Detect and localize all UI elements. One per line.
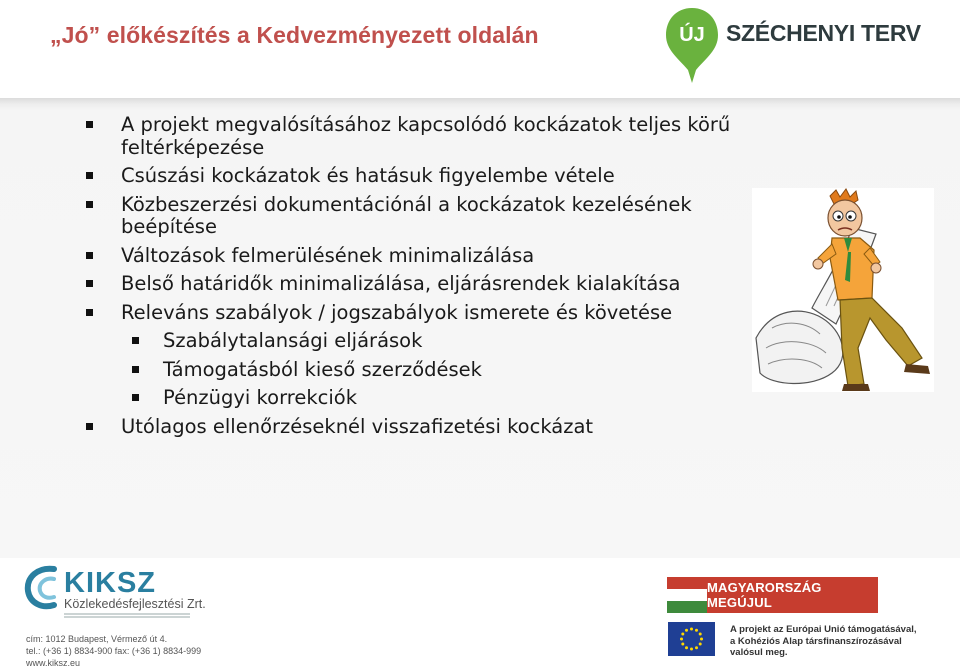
hungary-banner — [667, 577, 878, 613]
kiksz-logo-subtitle: Közlekedésfejlesztési Zrt. — [64, 597, 206, 611]
bullet-item: Közbeszerzési dokumentációnál a kockázatok kezelésének beépítése — [0, 194, 740, 239]
eu-flag-icon — [668, 622, 715, 656]
sub-bullet-item: Pénzügyi korrekciók — [0, 387, 740, 410]
bullet-item: Belső határidők minimalizálása, eljárásrendek kialakítása — [0, 273, 740, 296]
bullet-item: Utólagos ellenőrzéseknél visszafizetési kockázat — [0, 416, 740, 439]
bullet-item: Releváns szabályok / jogszabályok ismerete és követése — [0, 302, 740, 325]
kiksz-logo-name: KIKSZ — [64, 567, 156, 599]
szechenyi-terv-logo — [664, 6, 924, 86]
hungary-slogan: MAGYARORSZÁG MEGÚJUL — [707, 577, 878, 613]
kiksz-divider — [64, 613, 194, 619]
contact-web[interactable]: www.kiksz.eu — [26, 658, 81, 668]
man-reading-long-scroll-icon — [752, 188, 934, 392]
bullet-item: Csúszási kockázatok és hatásuk figyelembe vétele — [0, 165, 740, 188]
eu-support-line: valósul meg. — [730, 647, 788, 658]
sub-bullet-item: Támogatásból kieső szerződések — [0, 359, 740, 382]
bullet-item: Változások felmerülésének minimalizálása — [0, 245, 740, 268]
sub-bullet-item: Szabálytalansági eljárások — [0, 330, 740, 353]
bullet-item: A projekt megvalósításához kapcsolódó kockázatok teljes körű feltérképezése — [0, 114, 740, 159]
logo-name: SZÉCHENYI TERV — [726, 20, 921, 46]
contact-address: cím: 1012 Budapest, Vérmező út 4. — [26, 634, 168, 644]
contact-phone: tel.: (+36 1) 8834-900 fax: (+36 1) 8834-999 — [26, 646, 202, 656]
eu-support-text — [730, 624, 917, 659]
eu-support-line: A projekt az Európai Unió támogatásával, — [730, 624, 917, 635]
illustration — [752, 188, 934, 392]
page-title: „Jó” előkészítés a Kedvezményezett oldalán — [50, 22, 539, 48]
logo-badge: ÚJ — [679, 24, 705, 46]
eu-support-line: a Kohéziós Alap társfinanszírozásával — [730, 635, 902, 647]
kiksz-swirl-icon — [24, 563, 64, 611]
bullet-list — [0, 114, 740, 444]
hungarian-flag-icon — [667, 577, 707, 613]
